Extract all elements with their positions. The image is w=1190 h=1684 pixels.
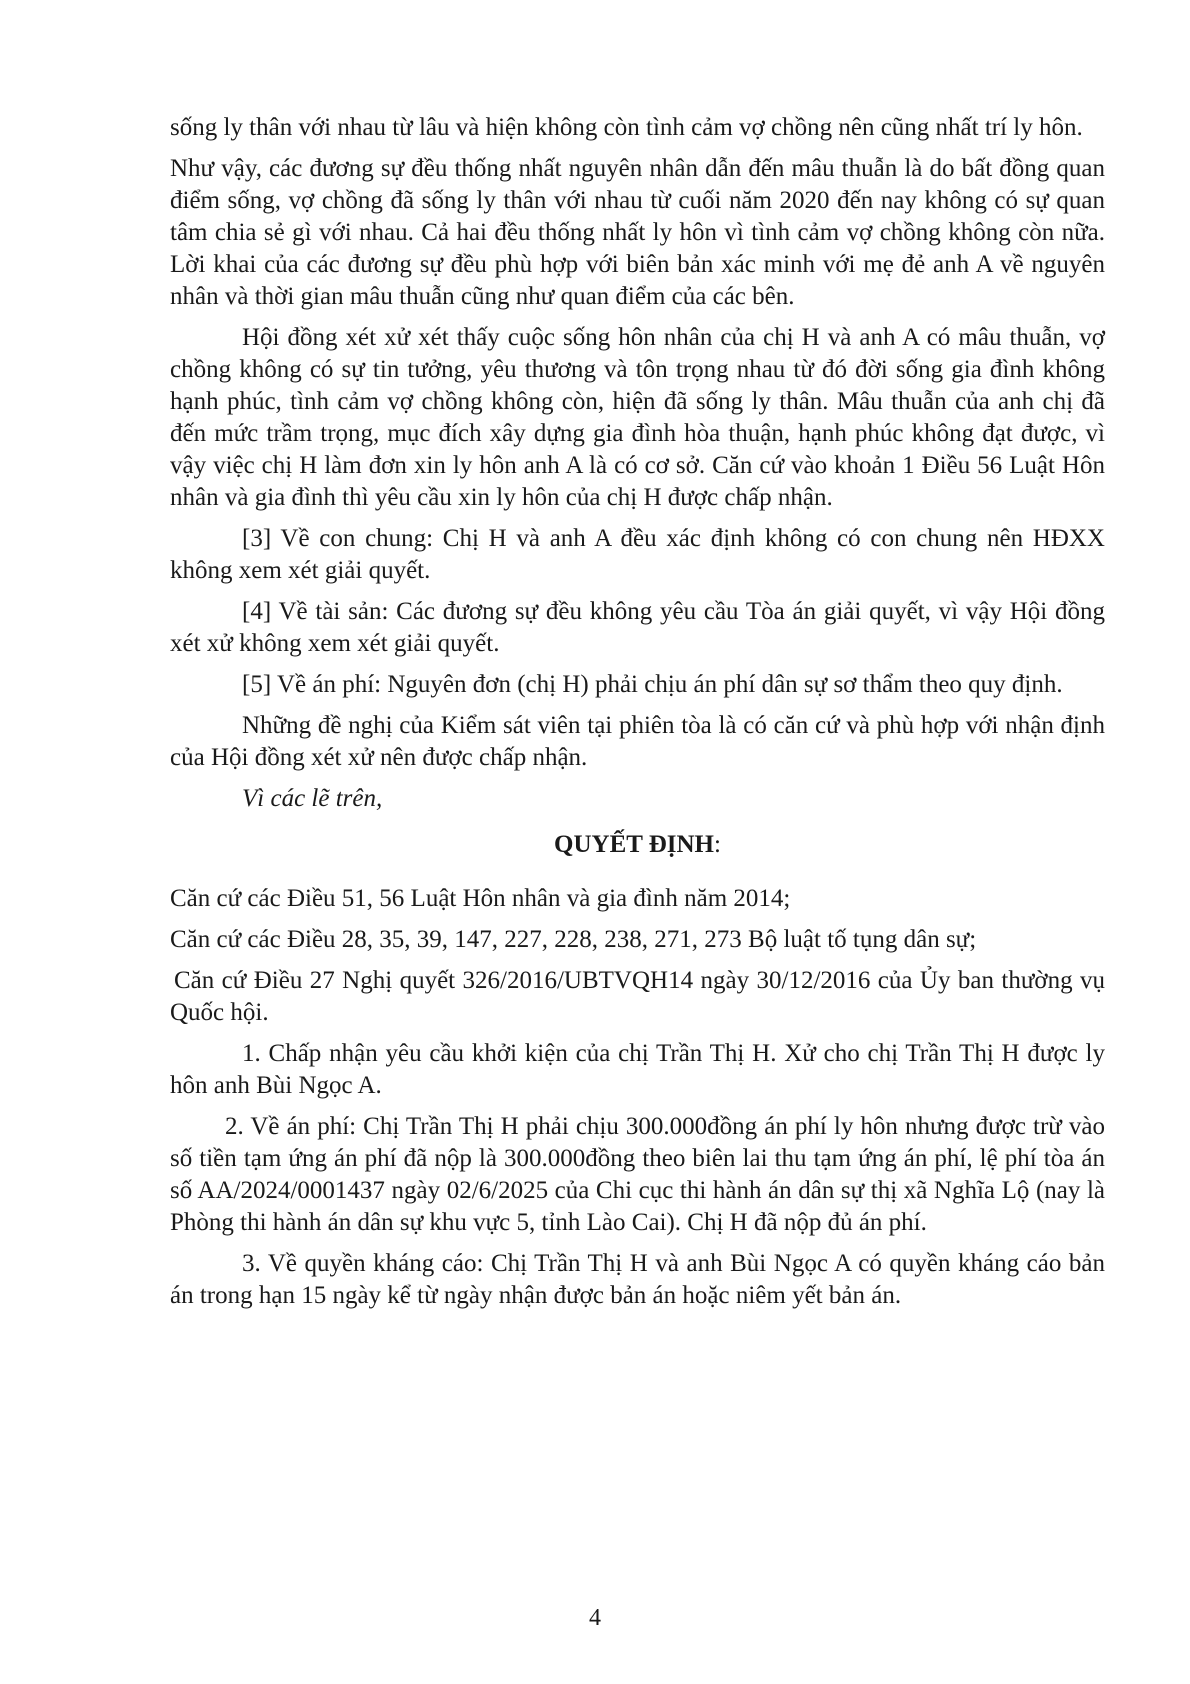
paragraph-court-assessment: Hội đồng xét xử xét thấy cuộc sống hôn nhân của chị H và anh A có mâu thuẫn, vợ chồng không có sự tin tưởng, yêu thương và tôn trọng nhau từ đó đời sống gia đình không hạnh phúc, tình cảm vợ chồng không còn, hiện đã sống ly thân. Mâu thuẫn của anh chị đã đến mức trầm trọng, mục đích xây dựng gia đình hòa thuận, hạnh phúc không đạt được, vì vậy việc chị H làm đơn xin ly hôn anh A là có cơ sở. Căn cứ vào khoản 1 Điều 56 Luật Hôn nhân và gia đình thì yêu cầu xin ly hôn của chị H được chấp nhận. [170, 324, 1105, 511]
decision-heading-colon: : [714, 831, 721, 858]
legal-basis-resolution: Căn cứ Điều 27 Nghị quyết 326/2016/UBTVQH14 ngày 30/12/2016 của Ủy ban thường vụ Quốc hội. [170, 967, 1105, 1026]
paragraph-prosecutor-proposal: Những đề nghị của Kiểm sát viên tại phiên tòa là có căn cứ và phù hợp với nhận định của Hội đồng xét xử nên được chấp nhận. [170, 712, 1105, 771]
decision-item-appeal-right: 3. Về quyền kháng cáo: Chị Trần Thị H và anh Bùi Ngọc A có quyền kháng cáo bản án trong hạn 15 ngày kể từ ngày nhận được bản án hoặc niêm yết bản án. [170, 1250, 1105, 1309]
page-number: 4 [589, 1605, 601, 1631]
paragraph-property: [4] Về tài sản: Các đương sự đều không yêu cầu Tòa án giải quyết, vì vậy Hội đồng xét xử không xem xét giải quyết. [170, 598, 1105, 657]
paragraph-for-these-reasons: Vì các lẽ trên, [242, 785, 383, 812]
legal-basis-family-law: Căn cứ các Điều 51, 56 Luật Hôn nhân và gia đình năm 2014; [170, 885, 791, 912]
paragraph-separation-continued: sống ly thân với nhau từ lâu và hiện không còn tình cảm vợ chồng nên cũng nhất trí ly hôn. [170, 114, 1083, 141]
paragraph-children: [3] Về con chung: Chị H và anh A đều xác định không có con chung nên HĐXX không xem xét giải quyết. [170, 525, 1105, 584]
paragraph-parties-agreement: Như vậy, các đương sự đều thống nhất nguyên nhân dẫn đến mâu thuẫn là do bất đồng quan điểm sống, vợ chồng đã sống ly thân với nhau từ cuối năm 2020 đến nay không có sự quan tâm chia sẻ gì với nhau. Cả hai đều thống nhất ly hôn vì tình cảm vợ chồng không còn nữa. Lời khai của các đương sự đều phù hợp với biên bản xác minh với mẹ đẻ anh A về nguyên nhân và thời gian mâu thuẫn cũng như quan điểm của các bên. [170, 155, 1105, 310]
legal-basis-civil-procedure: Căn cứ các Điều 28, 35, 39, 147, 227, 228, 238, 271, 273 Bộ luật tố tụng dân sự; [170, 926, 977, 953]
paragraph-court-fee: [5] Về án phí: Nguyên đơn (chị H) phải chịu án phí dân sự sơ thẩm theo quy định. [242, 671, 1063, 698]
decision-item-court-fee: 2. Về án phí: Chị Trần Thị H phải chịu 300.000đồng án phí ly hôn nhưng được trừ vào số tiền tạm ứng án phí đã nộp là 300.000đồng theo biên lai thu tạm ứng án phí, lệ phí tòa án số AA/2024/0001437 ngày 02/6/2025 của Chi cục thi hành án dân sự thị xã Nghĩa Lộ (nay là Phòng thi hành án dân sự khu vực 5, tỉnh Lào Cai). Chị H đã nộp đủ án phí. [170, 1113, 1105, 1236]
decision-heading-title: QUYẾT ĐỊNH [554, 831, 715, 858]
document-body [170, 112, 1105, 1321]
decision-item-divorce: 1. Chấp nhận yêu cầu khởi kiện của chị Trần Thị H. Xử cho chị Trần Thị H được ly hôn anh Bùi Ngọc A. [170, 1040, 1105, 1099]
decision-heading [170, 829, 1105, 861]
